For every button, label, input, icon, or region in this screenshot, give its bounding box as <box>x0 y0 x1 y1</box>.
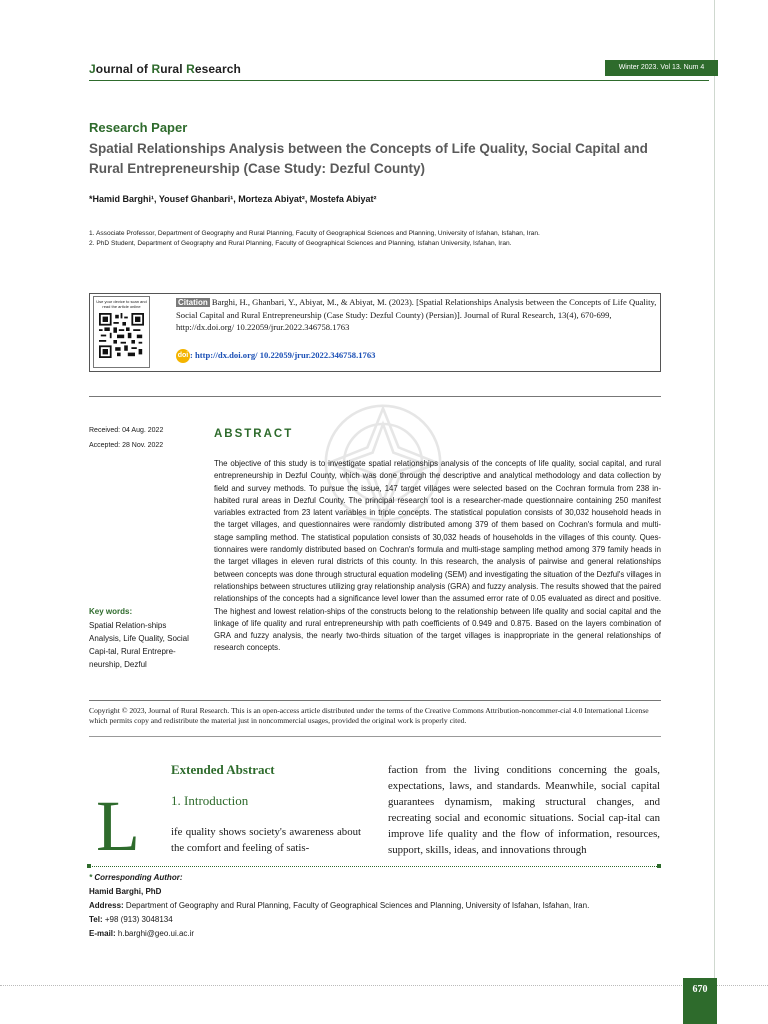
corresponding-author-title <box>89 873 182 882</box>
logo-text-3: esearch <box>194 62 241 76</box>
paper-title: Spatial Relationships Analysis between the Concepts of Life Quality, Social Capital and Rural Entrepreneurship (Case Study: Dezful County) <box>89 141 648 176</box>
corresponding-author-email <box>89 929 194 938</box>
corresponding-author-label: Corresponding Author: <box>94 873 183 882</box>
citation-text <box>176 296 658 333</box>
body-column-2: faction from the living conditions concerning the goals, expectations, laws, and standards. Meanwhile, social capital guarantees dynamism, making structural changes, and recreating social and economic situations. Social cap-ital can improve life quality and the flow of information, resources, support, skills, ideas, and innovations through <box>388 764 660 856</box>
journal-logo <box>89 62 241 76</box>
qr-panel[interactable] <box>93 296 150 368</box>
affiliation-2: 2. PhD Student, Department of Geography and Rural Planning, Faculty of Geographical Sciences and Planning, Isfahan University, Isfahan, Iran. <box>89 240 512 247</box>
logo-text-1: ournal of <box>95 62 152 76</box>
issue-badge: Winter 2023. Vol 13. Num 4 <box>605 60 718 76</box>
tel-value: +98 (913) 3048134 <box>102 915 173 924</box>
author-box-divider <box>89 866 661 867</box>
copyright-notice: Copyright © 2023, Journal of Rural Research. This is an open-access article distributed under the terms of the Creative Commons Attribution-noncommer-cial 4.0 International License which permits copy and redistribute the material just in noncommercial usages, provided the original work is properly cited. <box>89 706 649 725</box>
paper-type: Research Paper <box>89 120 188 135</box>
citation-reference: Barghi, H., Ghanbari, Y., Abiyat, M., & Abiyat, M. (2023). [Spatial Relationships Analysis between the Concepts of Life Quality, Social Capital and Rural Entrepreneurship (Case Study: Dezful County) (Persian)]. Journal of Rural Research, 13(4), 670-699, http://dx.doi.org/ 10.22059/jrur.2022.346758.1763 <box>176 297 657 332</box>
tel-label: Tel: <box>89 915 103 924</box>
abstract-heading: ABSTRACT <box>214 428 294 440</box>
corresponding-author-address <box>89 901 589 910</box>
header-rule <box>89 80 709 81</box>
received-date: Received: 04 Aug. 2022 <box>89 427 164 434</box>
page-edge-line <box>714 0 715 1024</box>
introduction-heading: 1. Introduction <box>171 793 249 808</box>
section-divider <box>89 396 661 397</box>
corresponding-author-name: Hamid Barghi, PhD <box>89 887 162 896</box>
qr-code-icon[interactable] <box>99 313 144 358</box>
section-divider-bottom <box>89 700 661 701</box>
keywords-label: Key words: <box>89 607 133 616</box>
keywords-list: Spatial Relation-ships Analysis, Life Quality, Social Capi-tal, Rural Entrepre-neurship, Dezful <box>89 621 189 669</box>
qr-caption: Use your device to scan and read the article online <box>96 299 147 309</box>
page-number: 670 <box>683 978 717 1024</box>
affiliation-1: 1. Associate Professor, Department of Geography and Rural Planning, Faculty of Geographical Sciences and Planning, University of Isfahan, Isfahan, Iran. <box>89 230 540 237</box>
footer-divider <box>0 985 768 986</box>
logo-letter-r: R <box>151 62 161 76</box>
accepted-date: Accepted: 28 Nov. 2022 <box>89 442 164 449</box>
logo-letter-r2: R <box>186 62 195 76</box>
citation-label: Citation <box>178 298 208 307</box>
doi-row <box>176 349 375 363</box>
divider-dot-left <box>87 864 91 868</box>
author-list: *Hamid Barghi¹, Yousef Ghanbari¹, Morteza Abiyat², Mostefa Abiyat² <box>89 194 377 204</box>
logo-letter-j: J <box>89 62 96 76</box>
address-value: Department of Geography and Rural Planning, Faculty of Geographical Sciences and Planning, University of Isfahan, Isfahan, Iran. <box>123 901 590 910</box>
doi-icon: doi <box>176 349 190 363</box>
email-value[interactable]: h.barghi@geo.ui.ac.ir <box>115 929 195 938</box>
email-label: E-mail: <box>89 929 116 938</box>
body-column-1: ife quality shows society's awareness about the comfort and feeling of satis- <box>171 826 361 854</box>
doi-link[interactable]: : http://dx.doi.org/ 10.22059/jrur.2022.346758.1763 <box>190 349 376 360</box>
address-label: Address: <box>89 901 124 910</box>
extended-abstract-heading: Extended Abstract <box>171 762 275 777</box>
drop-cap-letter: L <box>96 786 140 866</box>
logo-text-2: ural <box>160 62 187 76</box>
divider-dot-right <box>657 864 661 868</box>
abstract-body: The objective of this study is to investigate spatial relationships analysis of the concepts of life quality, social capital, and rural entrepreneurship in Dezful County, which was done through the descriptive and analytical methodology and data collection by field and survey methods. To pursue the issue, 147 target villages were selected based on the Cochran formula from 238 in-habited rural areas in Dezful County. The principal research tool is a researcher-made questionnaire containing 250 manifest variables extracted from 23 latent variables in triple concepts. The statistical population consists of 30,032 household heads in the target villages, and questionnaires were randomly distributed among 379 of them based on Cochran's formula and multi-stage sampling method. The statistical population consists of 30,032 heads of households in the villages of this county. Ques-tionnaires were randomly distributed based on Cochran's formula and multi-stage sampling method among 379 family heads in the target villages in eleven rural districts of this county. In this research, the analysis of pairwise and general relationships between concepts was done through structural equation modeling (SEM) and investigating the situation of the Dezful's villages in relationships between structures utilizing gray relationship analysis (GRA) and fuzzy analysis. The results showed that the paired relationships of the concepts had a significance level lower than the assumed error rate of 0.05 evaluated as direct and positive. The highest and lowest relation-ships of the constructs belong to the relationship between life quality and social capital and the linkage of life quality and rural entrepreneurship with path coefficients of 0.949 and 0.875. Based on the layers combination of GRA and fuzzy analysis, the nearly two-thirds situation of the target villages is inappropriate in the general relationships of research concepts. <box>214 459 661 653</box>
asterisk-marker: * <box>89 873 95 882</box>
copyright-divider <box>89 736 661 737</box>
corresponding-author-tel <box>89 915 173 924</box>
